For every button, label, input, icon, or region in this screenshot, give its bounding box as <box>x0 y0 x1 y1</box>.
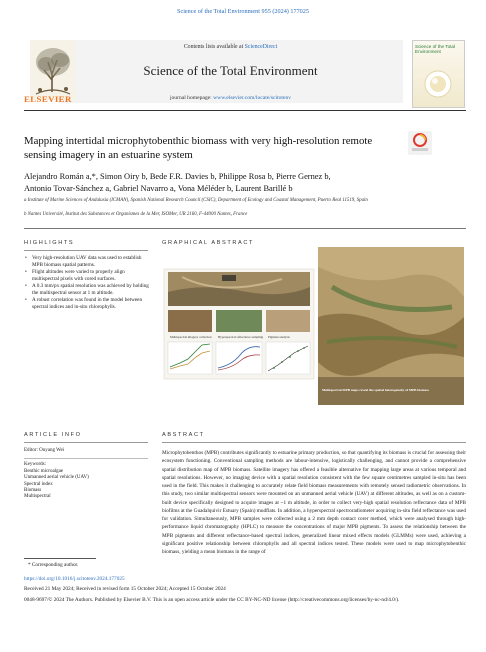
sciencedirect-link[interactable]: ScienceDirect <box>244 44 278 50</box>
abstract-heading: ABSTRACT <box>162 432 205 438</box>
highlights-heading: HIGHLIGHTS <box>24 240 75 246</box>
ga-photo-caption: Multispectral MPB maps reveal the spatial heterogeneity of MPB biomass <box>322 388 429 392</box>
cover-title: Science of the Total Environment <box>415 44 456 55</box>
homepage-prefix: journal homepage: <box>169 95 214 101</box>
keywords-rule <box>24 458 148 459</box>
keyword: Benthic microalgae <box>24 469 64 474</box>
highlight-item: • Very high-resolution UAV data was used to establish MPB biomass spatial patterns. <box>24 255 150 268</box>
author-list-line-1: Alejandro Román a,*, Simon Oiry b, Bede F.R. Davies b, Philippe Rosa b, Pierre Gernez b, <box>24 172 331 181</box>
abstract-rule <box>162 442 466 443</box>
affiliation-b: b Nantes Université, Institut des Substances et Organismes de la Mer, ISOMer, UR 2160, F-44000 Nantes, France <box>24 212 248 217</box>
graphical-abstract-heading: GRAPHICAL ABSTRACT <box>162 240 255 246</box>
header-rule <box>24 110 466 111</box>
article-info-heading: ARTICLE INFO <box>24 432 82 438</box>
footnote-rule <box>24 558 96 559</box>
abstract-text: Microphytobenthos (MPB) contributes significantly to estuarine primary production, so that quantifying its biomass is crucial for assessing their ecosystem functioning. Conventional sampling methods are labour-intensive, logistically challenging, and cannot provide a comprehensive spatial distribution map of MPB biomass. Satellite imagery has offered a feasible alternative for mapping large areas at various temporal and spatial resolutions. However, no imaging device with a spatial resolution consistent with the few square centimetres sampled in-situ has been used in the field. This makes it challenging to accurately relate field biomass measurements with remotely sensed radiometric observations. In this study, two similar multispectral sensors were mounted on an unmanned aerial vehicle (UAV) at different altitudes, as well as on a custom-built device specifically designed to acquire images at ~1 m altitude, in order to collect very-high spatial resolution reflectance data of MPB biofilms at the Guadalquivir Estuary (Spain) mudflats. In addition, a hyperspectral spectroradiometer acquiring in-situ field reflectance was used for validation. Simultaneously, MPB samples were collected using a 2 mm depth contact corer method, which were analysed through high-performance liquid chromatography (HPLC) to measure the concentrations of major MPB pigments. To assess the relationship between the MPB pigments and different reflectance-based spectral indices, generalized linear mixed effects models (GLMMs) were used, achieving a significant positive relationship between chlorophylls and all spectral indices tested. These models were used to map microphytobenthic biomass, yielding a mean biomass in the range of <box>162 450 466 555</box>
paper-title: Mapping intertidal microphytobenthic biomass with very high-resolution remote sensing imagery in an estuarine system <box>24 135 373 161</box>
copyright-license: 0048-9697/© 2024 The Authors. Published by Elsevier B.V. This is an open access article under the CC BY-NC-ND license (http://creativecommons.org/licenses/by-nc-nd/4.0/). <box>24 597 400 603</box>
journal-name[interactable]: Science of the Total Environment <box>143 63 318 78</box>
ga-panel-label: Multispectral imagery collection <box>170 335 212 339</box>
keywords-list <box>24 469 148 500</box>
journal-homepage <box>58 95 403 101</box>
highlight-item: • A robust correlation was found in the model between spectral indices and in-situ chlorophylls. <box>24 297 150 310</box>
highlight-item: • Flight altitudes were varied to properly align multispectral pixels with cored surfaces. <box>24 269 150 282</box>
corresponding-author-note: * Corresponding author. <box>28 562 79 568</box>
elsevier-tree-logo[interactable] <box>30 40 76 100</box>
affiliation-a: a Institute of Marine Sciences of Andalusia (ICMAN), Spanish National Research Council (CSIC), Department of Ecology and Coastal Management, Puerto Real 11519, Spain <box>24 198 368 203</box>
homepage-link[interactable]: www.elsevier.com/locate/scitotenv <box>213 95 292 101</box>
keyword: Unmanned aerial vehicle (UAV) <box>24 475 89 481</box>
keyword: Multispectral <box>24 494 51 500</box>
journal-reference[interactable]: Science of the Total Environment 955 (2024) 177025 <box>177 8 309 15</box>
affiliation-rule <box>24 228 466 229</box>
ga-panel-label: Pigment analysis <box>268 335 290 339</box>
elsevier-wordmark: ELSEVIER <box>24 94 72 104</box>
contents-availability <box>58 44 403 50</box>
contents-prefix: Contents lists available at <box>183 44 245 50</box>
highlights-rule <box>24 250 148 251</box>
ga-panel-label: Hyperspectral reflectance sampling <box>218 335 264 339</box>
check-for-updates-icon[interactable] <box>408 131 432 155</box>
article-info-rule <box>24 442 148 443</box>
graphical-abstract-figure[interactable] <box>162 247 466 407</box>
keywords-title: Keywords: <box>24 462 46 467</box>
highlights-list <box>24 255 150 311</box>
editor-line: Editor: Ouyang Wei <box>24 448 65 453</box>
author-list-line-2: Antonio Tovar-Sánchez a, Gabriel Navarro a, Vona Méléder b, Laurent Barillé b <box>24 184 293 193</box>
keyword: Biomass <box>24 487 42 493</box>
cover-art <box>416 66 460 102</box>
highlight-item: • A 0.3 mm/px spatial resolution was achieved by holding the multispectral sensor at 1 m altitude. <box>24 283 150 296</box>
keyword: Spectral index <box>24 481 53 487</box>
article-dates: Received 21 May 2024; Received in revised form 15 October 2024; Accepted 15 October 2024 <box>24 586 226 592</box>
doi-link[interactable]: https://doi.org/10.1016/j.scitotenv.2024.177025 <box>24 576 125 582</box>
